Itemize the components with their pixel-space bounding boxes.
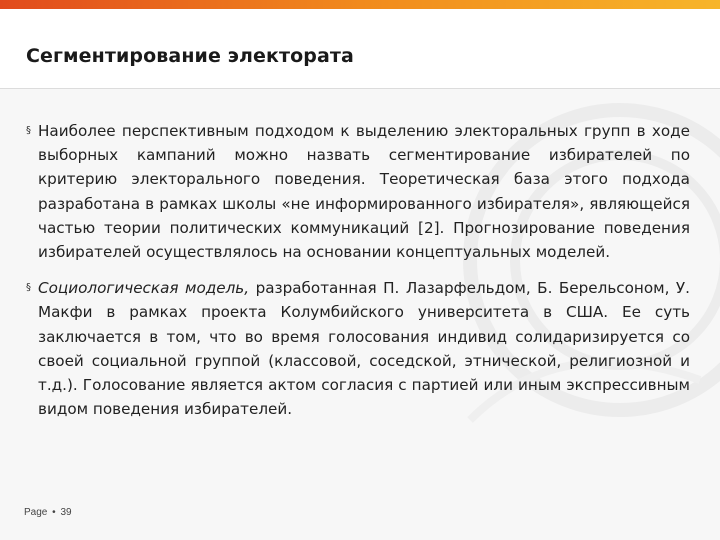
bullet-text-body: разработанная П. Лазарфельдом, Б. Берельсоном, У. Макфи в рамках проекта Колумбийского университета в США. Ее суть заключается в том, что во время голосования индивид солидаризируется со своей социальной группой (классовой, соседской, этнической, религиозной и т.д.). Голосование является актом согласия с партией или иным экспрессивным видом поведения избирателей. [38, 279, 691, 419]
page-label: Page [24, 507, 48, 518]
slide-title: Сегментирование электората [26, 45, 354, 67]
model-name-italic: Социологическая модель, [38, 279, 250, 298]
bullet-marker-icon: § [26, 282, 31, 294]
bullet-text: Наиболее перспективным подходом к выделению электоральных групп в ходе выборных кампаний можно назвать сегментирование избирателей по критерию электорального поведения. Теоретическая база этого подхода разработана в рамках школы «не информированного избирателя», являющейся частью теории политических коммуникаций [2]. Прогнозирование поведения избирателей осуществлялось на основании концептуальных моделей. [38, 122, 690, 262]
page-separator: • [52, 507, 56, 518]
page-number: 39 [60, 507, 72, 518]
bullet-marker-icon: § [26, 125, 31, 136]
bullet-item [26, 119, 690, 264]
header-divider [0, 88, 720, 89]
top-accent-bar [0, 0, 720, 9]
bullet-text [38, 276, 690, 421]
slide-header [0, 9, 720, 88]
slide-content [26, 119, 690, 433]
bullet-item [26, 276, 690, 421]
page-footer [24, 507, 72, 518]
